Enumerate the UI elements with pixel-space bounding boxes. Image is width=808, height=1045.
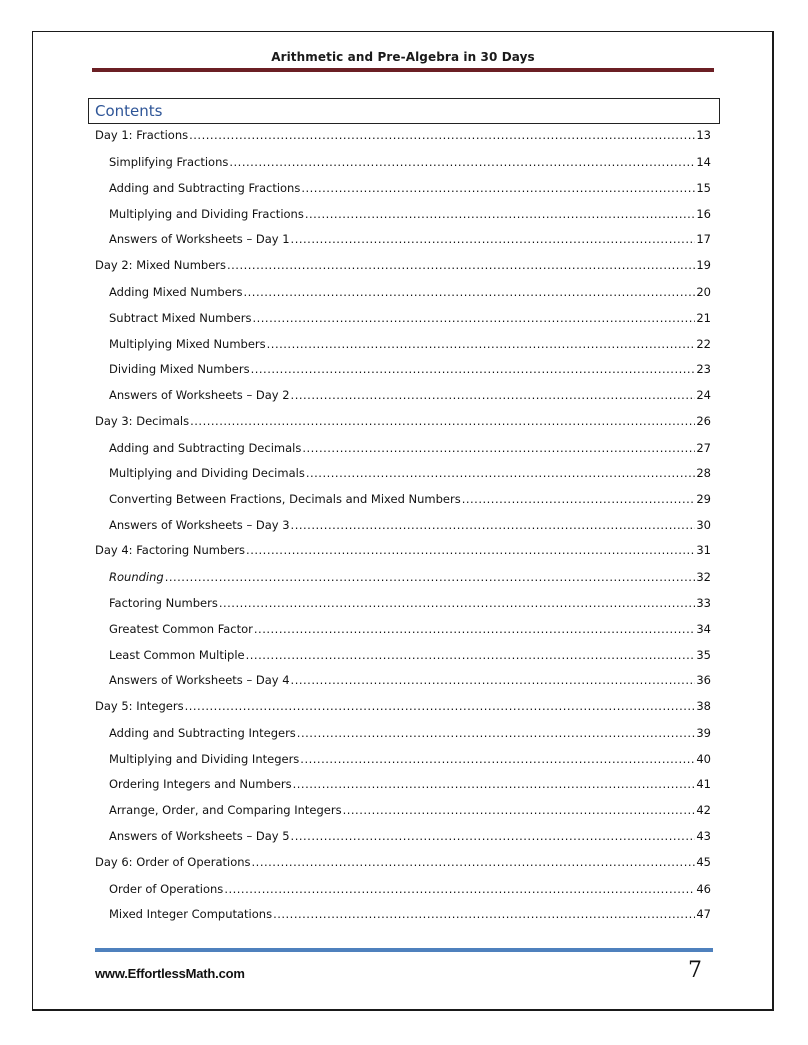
toc-entry[interactable] [109,232,711,246]
toc-entry-page: 38 [696,699,711,713]
toc-leader-dots [291,673,696,687]
toc-entry-page: 29 [696,492,711,506]
toc-entry-page: 13 [696,128,711,142]
toc-entry-page: 30 [696,518,711,532]
toc-entry-title: Day 5: Integers [95,699,184,713]
toc-leader-dots [190,414,695,428]
toc-entry[interactable] [109,207,711,221]
toc-entry-title: Day 6: Order of Operations [95,855,251,869]
toc-entry-title: Simplifying Fractions [109,155,229,169]
footer-rule [95,948,713,952]
toc-entry-title: Greatest Common Factor [109,622,253,636]
toc-leader-dots [246,543,695,557]
toc-entry-page: 43 [696,829,711,843]
toc-entry[interactable] [109,726,711,740]
toc-leader-dots [252,311,695,325]
toc-leader-dots [306,466,696,480]
toc-entry-page: 28 [696,466,711,480]
toc-entry[interactable] [109,388,711,402]
toc-entry-title: Answers of Worksheets – Day 3 [109,518,290,532]
toc-entry[interactable] [95,543,711,557]
toc-leader-dots [273,907,695,921]
toc-entry-title: Answers of Worksheets – Day 2 [109,388,290,402]
toc-entry[interactable] [109,466,711,480]
toc-entry-page: 42 [696,803,711,817]
toc-leader-dots [189,128,695,142]
toc-entry-title: Dividing Mixed Numbers [109,362,250,376]
toc-entry[interactable] [109,441,711,455]
toc-entry[interactable] [109,752,711,766]
toc-entry-page: 35 [696,648,711,662]
toc-entry-page: 15 [696,181,711,195]
toc-entry-title: Answers of Worksheets – Day 5 [109,829,290,843]
toc-entry-title: Subtract Mixed Numbers [109,311,252,325]
toc-entry-page: 23 [696,362,711,376]
toc-entry-title: Converting Between Fractions, Decimals and Mixed Numbers [109,492,461,506]
toc-leader-dots [300,752,695,766]
toc-entry-title: Order of Operations [109,882,224,896]
toc-entry-title: Day 3: Decimals [95,414,190,428]
toc-entry[interactable] [109,596,711,610]
toc-entry[interactable] [109,311,711,325]
toc-entry-page: 27 [696,441,711,455]
toc-entry[interactable] [95,258,711,272]
toc-entry[interactable] [109,803,711,817]
toc-leader-dots [305,207,696,221]
toc-entry-page: 24 [696,388,711,402]
toc-leader-dots [297,726,696,740]
toc-entry-page: 31 [696,543,711,557]
toc-entry-title: Adding and Subtracting Fractions [109,181,301,195]
toc-leader-dots [293,777,696,791]
toc-entry-title: Mixed Integer Computations [109,907,273,921]
toc-entry-title: Multiplying and Dividing Decimals [109,466,305,480]
toc-entry-page: 32 [696,570,711,584]
toc-entry-page: 47 [696,907,711,921]
toc-entry-title: Adding and Subtracting Integers [109,726,296,740]
toc-entry-page: 20 [696,285,711,299]
toc-leader-dots [302,441,695,455]
toc-entry-title: Rounding [109,570,164,584]
toc-entry[interactable] [109,777,711,791]
toc-leader-dots [254,622,695,636]
toc-leader-dots [301,181,695,195]
toc-leader-dots [244,285,696,299]
toc-entry-page: 19 [696,258,711,272]
toc-entry-title: Multiplying and Dividing Fractions [109,207,304,221]
toc-leader-dots [246,648,696,662]
toc-entry-page: 39 [696,726,711,740]
toc-entry[interactable] [109,181,711,195]
toc-leader-dots [252,855,696,869]
toc-entry-title: Day 4: Factoring Numbers [95,543,246,557]
toc-entry-title: Adding Mixed Numbers [109,285,243,299]
toc-entry-page: 41 [696,777,711,791]
toc-leader-dots [219,596,696,610]
toc-entry[interactable] [109,829,711,843]
toc-entry-page: 16 [696,207,711,221]
toc-leader-dots [224,882,695,896]
toc-entry[interactable] [109,518,711,532]
toc-entry-page: 34 [696,622,711,636]
toc-entry[interactable] [109,285,711,299]
toc-entry-page: 46 [696,882,711,896]
toc-leader-dots [343,803,696,817]
footer-website: www.EffortlessMath.com [95,966,245,981]
toc-leader-dots [227,258,695,272]
toc-entry-title: Answers of Worksheets – Day 1 [109,232,290,246]
toc-leader-dots [251,362,696,376]
toc-entry-title: Multiplying Mixed Numbers [109,337,266,351]
toc-leader-dots [291,232,696,246]
toc-leader-dots [267,337,696,351]
toc-entry[interactable] [109,673,711,687]
toc-entry-title: Day 1: Fractions [95,128,189,142]
toc-entry[interactable] [95,855,711,869]
toc-leader-dots [165,570,696,584]
toc-leader-dots [291,829,696,843]
page-number: 7 [688,958,702,983]
toc-entry-page: 45 [696,855,711,869]
toc-leader-dots [291,518,696,532]
toc-entry-page: 22 [696,337,711,351]
toc-entry[interactable] [109,337,711,351]
toc-entry-page: 40 [696,752,711,766]
toc-entry-title: Factoring Numbers [109,596,218,610]
toc-entry[interactable] [109,907,711,921]
toc-entry-title: Adding and Subtracting Decimals [109,441,302,455]
page-header-title: Arithmetic and Pre-Algebra in 30 Days [271,50,535,64]
toc-entry[interactable] [95,699,711,713]
toc-entry-title: Day 2: Mixed Numbers [95,258,226,272]
toc-entry-page: 33 [696,596,711,610]
toc-entry-title: Ordering Integers and Numbers [109,777,292,791]
toc-entry[interactable] [95,414,711,428]
toc-entry-page: 21 [696,311,711,325]
toc-leader-dots [291,388,696,402]
toc-entry-title: Multiplying and Dividing Integers [109,752,300,766]
toc-entry[interactable] [109,882,711,896]
toc-leader-dots [229,155,695,169]
toc-entry-title: Arrange, Order, and Comparing Integers [109,803,342,817]
toc-entry[interactable] [95,128,711,142]
toc-entry-page: 14 [696,155,711,169]
toc-entry-page: 36 [696,673,711,687]
toc-entry[interactable] [109,570,711,584]
toc-entry-title: Answers of Worksheets – Day 4 [109,673,290,687]
toc-entry[interactable] [109,492,711,506]
toc-leader-dots [462,492,696,506]
toc-leader-dots [185,699,696,713]
toc-entry-title: Least Common Multiple [109,648,245,662]
toc-entry-page: 26 [696,414,711,428]
toc-entry[interactable] [109,155,711,169]
toc-entry[interactable] [109,622,711,636]
toc-entry[interactable] [109,648,711,662]
toc-entry[interactable] [109,362,711,376]
contents-title: Contents [95,102,163,120]
toc-entry-page: 17 [696,232,711,246]
